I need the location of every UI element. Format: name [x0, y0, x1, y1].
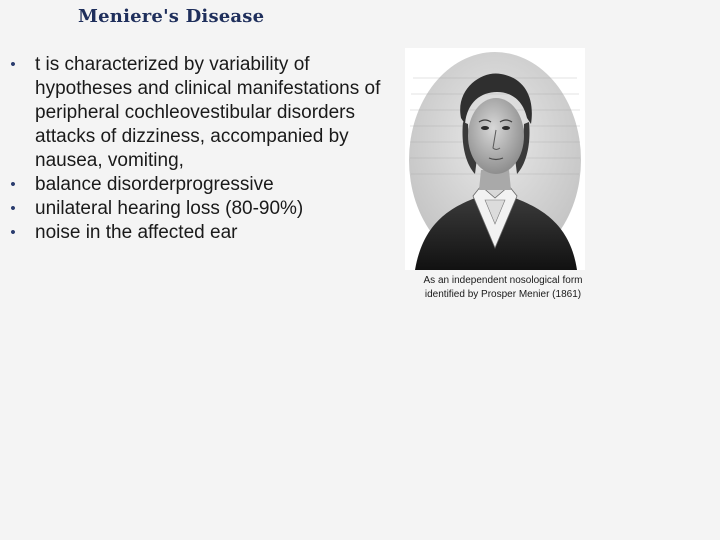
bullet-item: [6, 173, 386, 197]
bullet-icon: •: [10, 224, 16, 241]
bullet-icon: •: [10, 56, 16, 73]
bullet-text: t is characterized by variability of hypotheses and clinical manifestations of peripheral cochleovestibular disorders attacks of dizziness, accompanied by nausea, vomiting,: [35, 54, 381, 171]
bullet-text: balance disorderprogressive: [35, 174, 274, 195]
slide-title: Meniere's Disease: [78, 6, 265, 27]
portrait-engraving-icon: [405, 48, 585, 270]
bullet-icon: •: [10, 200, 16, 217]
bullet-icon: •: [10, 176, 16, 193]
bullet-item: [6, 221, 386, 245]
bullet-text: noise in the affected ear: [35, 222, 238, 243]
caption-line: identified by Prosper Menier (1861): [424, 289, 582, 300]
portrait-image: [405, 48, 585, 270]
bullet-item: [6, 197, 386, 221]
bullet-text: unilateral hearing loss (80-90%): [35, 198, 304, 219]
caption-line: As an independent nosological form: [423, 275, 583, 286]
bullet-item: [6, 53, 386, 173]
image-caption: [403, 274, 603, 302]
bullet-list: [6, 53, 386, 245]
